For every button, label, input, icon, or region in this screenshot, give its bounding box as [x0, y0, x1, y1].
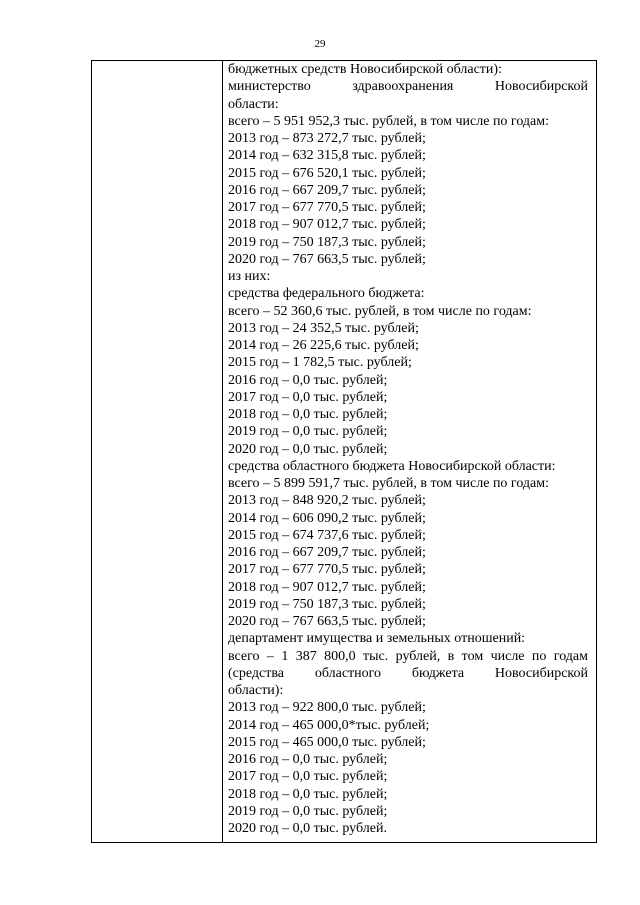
text-line: 2018 год – 0,0 тыс. рублей;	[228, 786, 388, 802]
text-line: департамент имущества и земельных отношений:	[228, 631, 526, 647]
text-line: 2017 год – 0,0 тыс. рублей;	[228, 769, 388, 785]
text-line: 2020 год – 0,0 тыс. рублей.	[228, 821, 387, 836]
text-line: средства областного бюджета Новосибирской области:	[228, 458, 556, 474]
text-line: 2016 год – 667 209,7 тыс. рублей;	[228, 182, 426, 198]
text-line: 2019 год – 750 187,3 тыс. рублей;	[228, 596, 426, 612]
text-line: (средства областного бюджета Новосибирской	[228, 665, 588, 681]
text-line: 2015 год – 676 520,1 тыс. рублей;	[228, 165, 426, 181]
text-line: 2013 год – 922 800,0 тыс. рублей;	[228, 700, 426, 716]
text-line: 2015 год – 1 782,5 тыс. рублей;	[228, 355, 412, 371]
text-line: всего – 5 899 591,7 тыс. рублей, в том числе по годам:	[228, 476, 550, 491]
text-line: 2017 год – 677 770,5 тыс. рублей;	[228, 562, 426, 578]
text-line: 2013 год – 848 920,2 тыс. рублей;	[228, 493, 426, 509]
text-line: 2014 год – 465 000,0*тыс. рублей;	[228, 717, 430, 733]
text-line: 2017 год – 677 770,5 тыс. рублей;	[228, 200, 426, 215]
text-line: 2016 год – 667 209,7 тыс. рублей;	[228, 545, 426, 560]
text-line: бюджетных средств Новосибирской области):	[228, 62, 502, 77]
page-number: 29	[314, 38, 326, 50]
text-line: 2020 год – 767 663,5 тыс. рублей;	[228, 614, 426, 629]
text-line: 2020 год – 0,0 тыс. рублей;	[228, 441, 388, 457]
text-line: 2014 год – 26 225,6 тыс. рублей;	[228, 338, 419, 353]
text-line: из них:	[228, 269, 271, 284]
text-line: 2018 год – 907 012,7 тыс. рублей;	[228, 579, 426, 595]
text-line: 2016 год – 0,0 тыс. рублей;	[228, 752, 388, 767]
text-line: всего – 5 951 952,3 тыс. рублей, в том числе по годам:	[228, 113, 550, 129]
text-line: 2013 год – 24 352,5 тыс. рублей;	[228, 320, 419, 336]
funding-text-cell	[228, 61, 588, 837]
text-line: 2019 год – 0,0 тыс. рублей;	[228, 424, 388, 440]
text-line: 2020 год – 767 663,5 тыс. рублей;	[228, 251, 426, 267]
text-line: 2014 год – 606 090,2 тыс. рублей;	[228, 510, 426, 526]
text-line: 2019 год – 0,0 тыс. рублей;	[228, 803, 388, 819]
text-line: всего – 52 360,6 тыс. рублей, в том числе по годам:	[228, 303, 532, 319]
text-line: 2019 год – 750 187,3 тыс. рублей;	[228, 234, 426, 250]
text-line: 2014 год – 632 315,8 тыс. рублей;	[228, 148, 426, 164]
text-line: 2015 год – 465 000,0 тыс. рублей;	[228, 734, 426, 750]
text-line: 2018 год – 907 012,7 тыс. рублей;	[228, 217, 426, 233]
text-line: области:	[228, 96, 279, 112]
text-line: 2017 год – 0,0 тыс. рублей;	[228, 389, 388, 405]
text-line: 2015 год – 674 737,6 тыс. рублей;	[228, 527, 426, 543]
text-line: министерство здравоохранения Новосибирской	[228, 79, 588, 95]
text-line: 2013 год – 873 272,7 тыс. рублей;	[228, 131, 426, 146]
text-line: всего – 1 387 800,0 тыс. рублей, в том числе по годам	[228, 648, 588, 664]
column-divider	[222, 61, 223, 842]
text-line: 2016 год – 0,0 тыс. рублей;	[228, 372, 388, 388]
text-line: области):	[228, 683, 284, 698]
text-line: 2018 год – 0,0 тыс. рублей;	[228, 407, 388, 422]
text-line: средства федерального бюджета:	[228, 286, 425, 302]
